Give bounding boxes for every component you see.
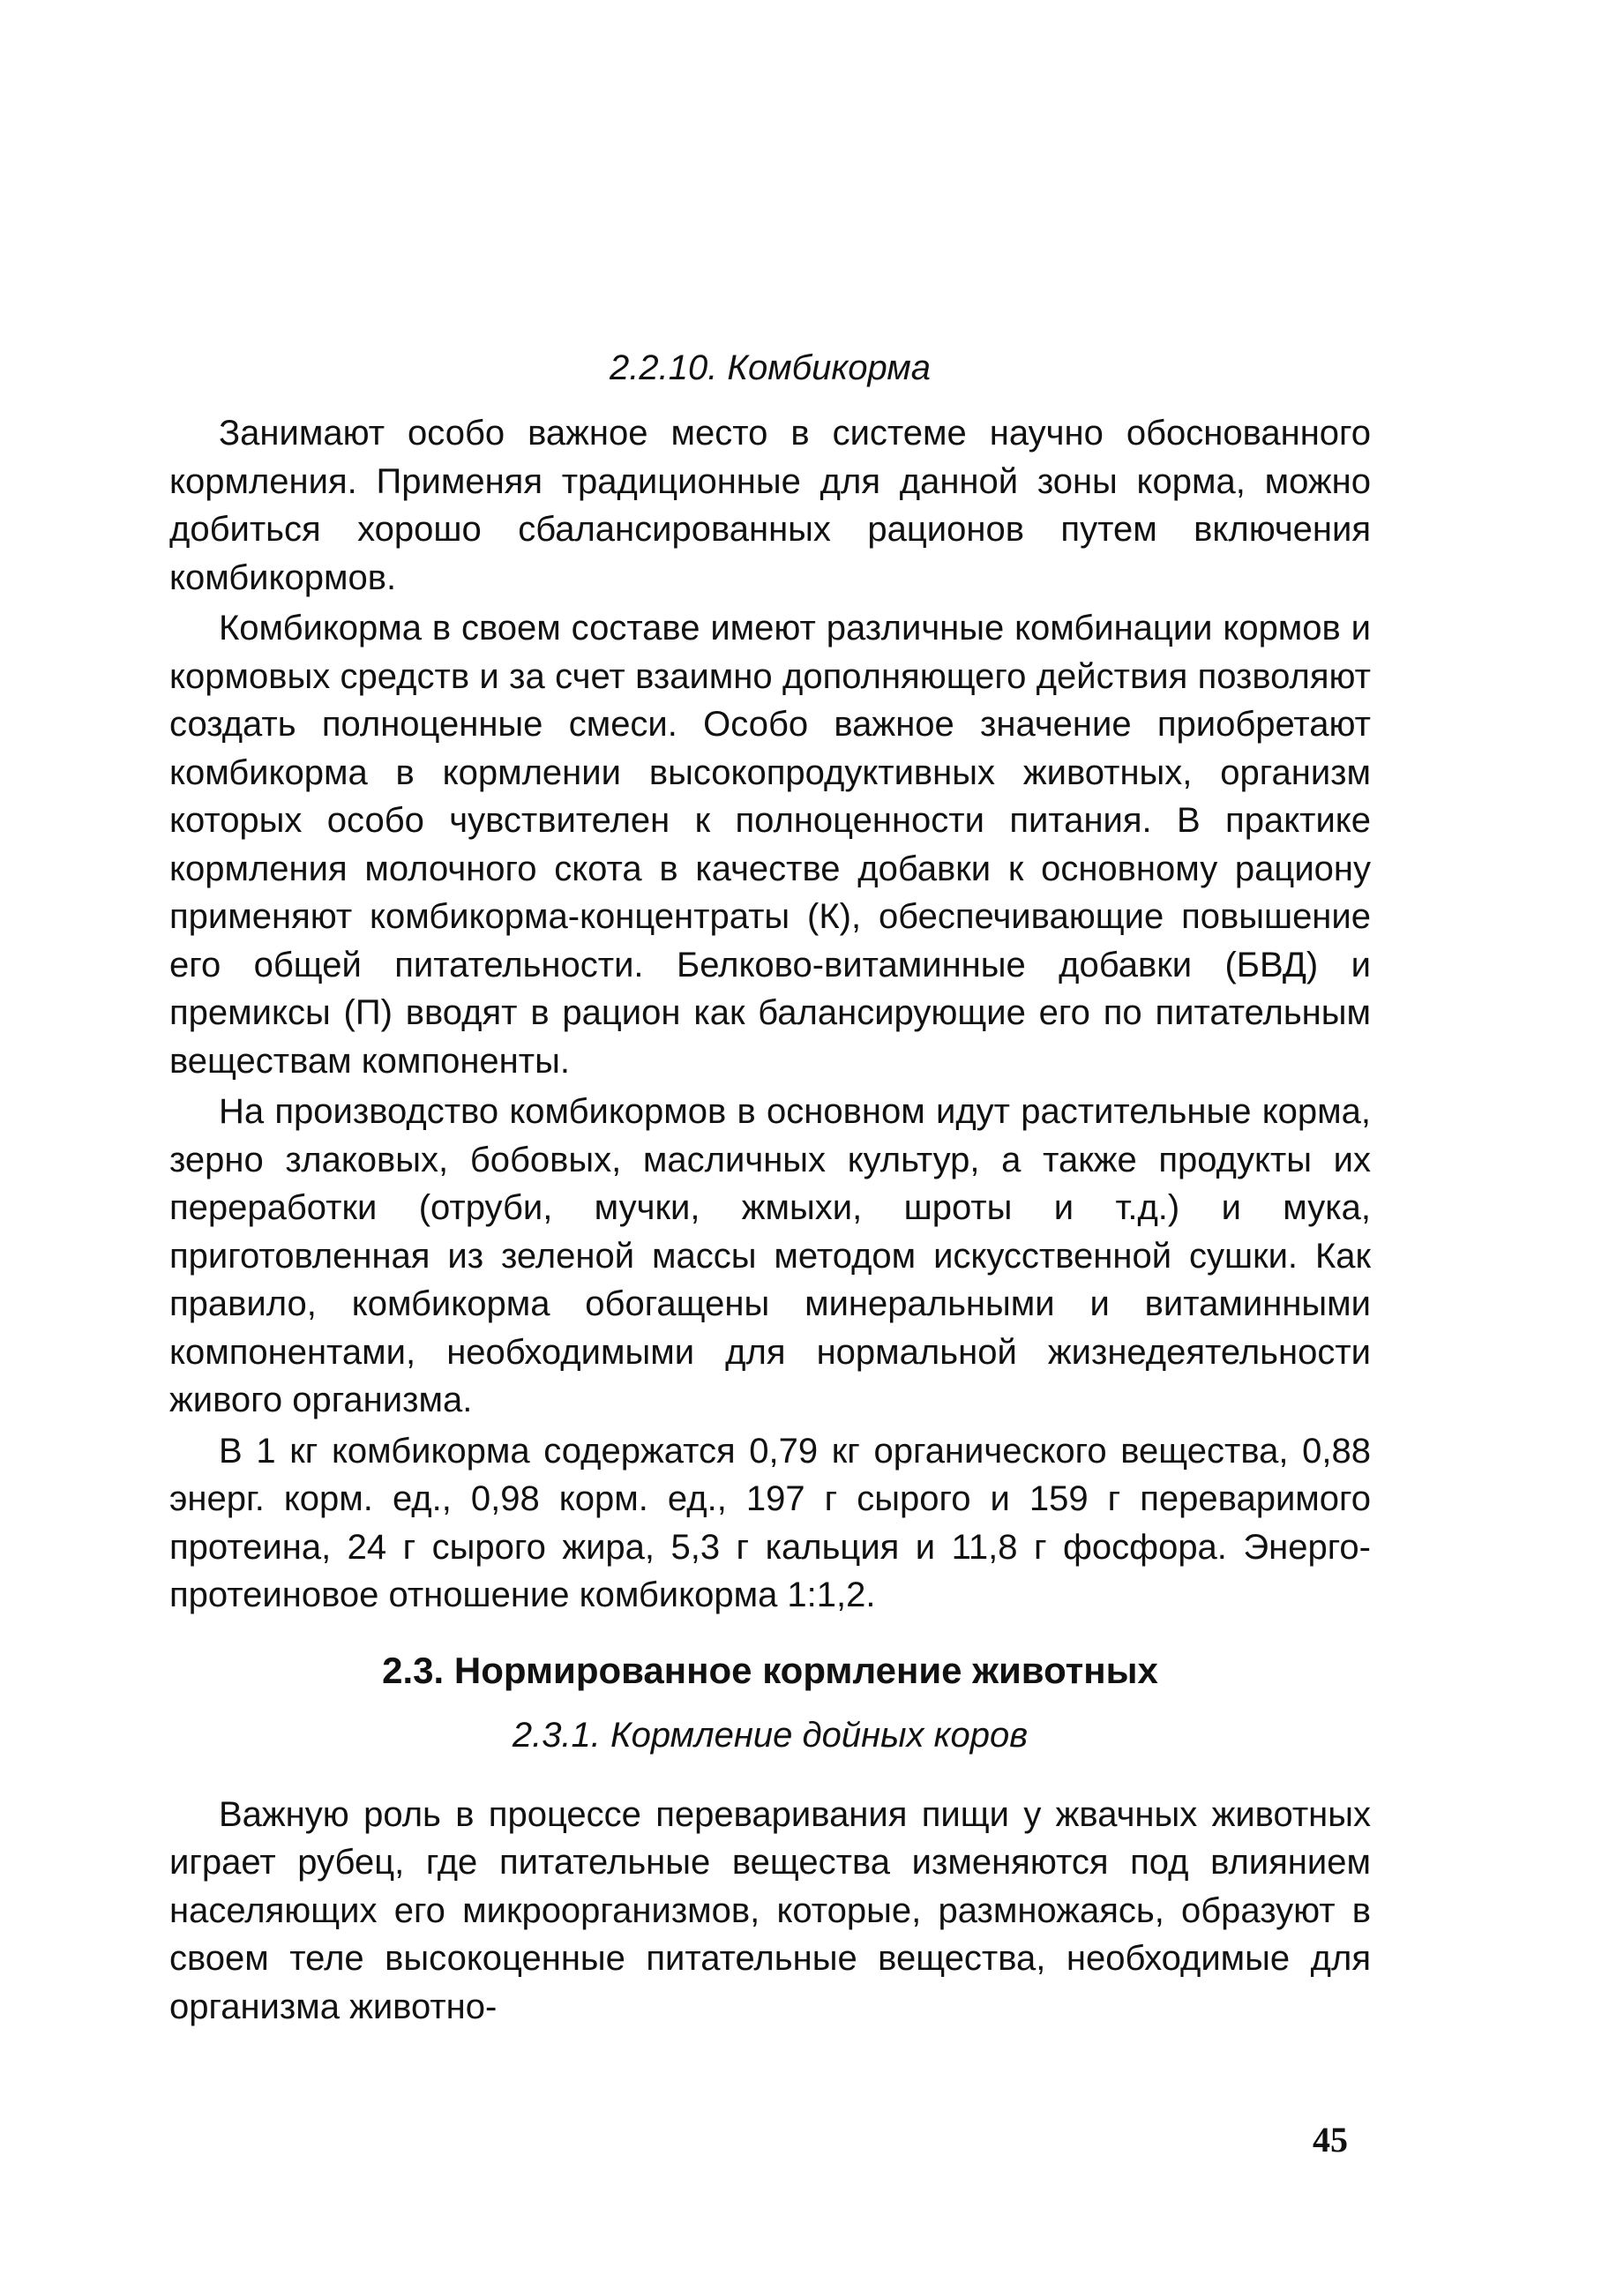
subsection-title-combined-feeds: 2.2.10. Комбикорма [609, 348, 932, 387]
paragraph-2: Комбикорма в своем составе имеют различные комбинации кормов и кормовых средств и за счет взаимно дополняющего действия позволяют создать полноценные смеси. Особо важное значение приобретают комбикорма в кормлении высокопродуктивных животных, организм которых особо чувствителен к полноценности питания. В практике кормления молочного скота в качестве добавки к основному рациону применяют комбикорма-концентраты (К), обеспечивающие повышение его общей питательности. Белково-витаминные добавки (БВД) и премиксы (П) вводят в рацион как балансирующие его по питательным веществам компоненты. [169, 609, 1371, 1081]
page-number: 45 [1313, 2120, 1348, 2159]
paragraph-3: На производство комбикормов в основном идут растительные корма, зерно злаковых, бобовых, масличных культур, а также продукты их переработки (отруби, мучки, жмыхи, шроты и т.д.) и мука, приготовленная из зеленой массы методом искусственной сушки. Как правило, комбикорма обогащены минеральными и витаминными компонентами, необходимыми для нормальной жизнедеятельности живого организма. [169, 1092, 1371, 1419]
paragraph-1: Занимают особо важное место в системе научно обоснованного кормления. Применяя традиционные для данной зоны корма, можно добиться хорошо сбалансированных рационов путем включения комбикормов. [169, 414, 1371, 597]
paragraph-4: В 1 кг комбикорма содержатся 0,79 кг органического вещества, 0,88 энерг. корм. ед., 0,98 корм. ед., 197 г сырого и 159 г переваримого протеина, 24 г сырого жира, 5,3 г кальция и 11,8 г фосфора. Энерго-протеиновое отношение комбикорма 1:1,2. [169, 1431, 1371, 1614]
subsection-title-dairy-cows: 2.3.1. Кормление дойных коров [512, 1715, 1029, 1755]
paragraph-5: Важную роль в процессе переваривания пищи у жвачных животных играет рубец, где питательные вещества изменяются под влиянием населяющих его микроорганизмов, которые, размножаясь, образуют в своем теле высокоценные питательные вещества, необходимые для организма животно- [169, 1794, 1371, 2026]
page-body [169, 344, 1371, 2033]
section-title-normalized-feeding: 2.3. Нормированное кормление животных [382, 1649, 1158, 1691]
